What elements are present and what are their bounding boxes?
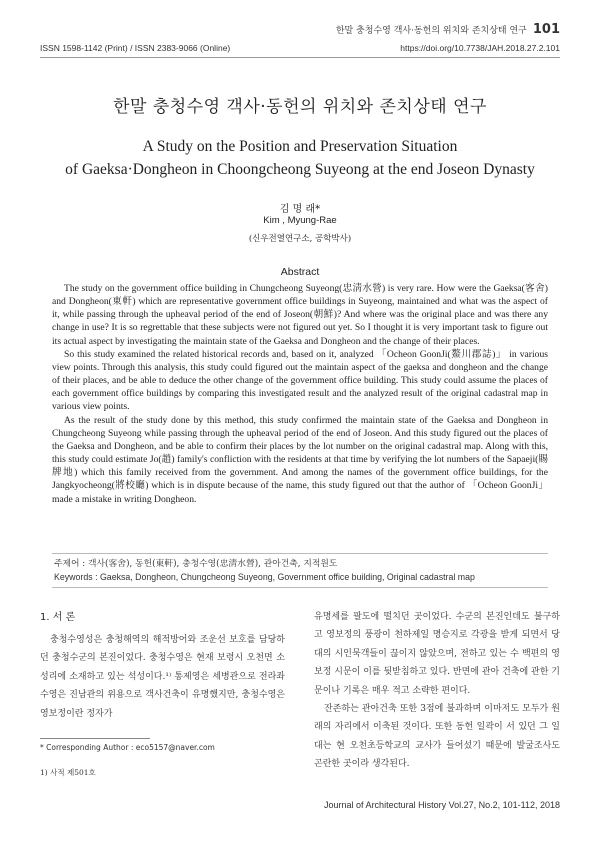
left-column [40,631,285,723]
running-head [336,22,560,37]
journal-footer: Journal of Architectural History Vol.27, No.2, 101-112, 2018 [324,800,560,810]
running-head-title: 한말 충청수영 객사·동헌의 위치와 존치상태 연구 [335,26,527,36]
abstract-paragraph: The study on the government office building in Chungcheong Suyeong(忠淸水營) is very rare. How were the Gaeksa(客舍) and Dongheon(東軒) which are representative government office buildings in Suyeong, maintained and what was the aspect of it, while passing through the upheaval period of the end of Joseon(朝鮮)? And where was the original place and was there any change in use? It is so regrettable that these subjects were not figured out yet. So I thought it is very important task to figure out its actual aspect by investigating the maintain state of the Gaeksa and Dongheon and the change of their places. [52,283,548,347]
footnote-divider [40,738,150,739]
header-divider [40,57,560,58]
issn: ISSN 1598-1142 (Print) / ISSN 2383-9066 (Online) [40,43,231,53]
keywords-english: Keywords : Gaeksa, Dongheon, Chungcheong Suyeong, Government office building, Original cadastral map [54,572,475,582]
author-korean: 김 명 래* [279,204,321,215]
footnote-corresponding-author: * Corresponding Author : eco5157@naver.com [40,743,215,752]
body-paragraph: 충청수영성은 충청해역의 해적방어와 조운선 보호를 담당하던 충청수군의 본진이었다. 충청수영은 현재 보령시 오천면 소성리에 소재하고 있는 석성이다.¹⁾ 통제영은 세병관으로 전라좌수영은 진남관의 위용으로 객사건축이 유명했지만, 충청수영은 영보정이란 정자가 [40,635,285,719]
footnote-1: 1) 사적 제501호 [40,768,96,777]
abstract-paragraph: As the result of the study done by this method, this study confirmed the maintain state of the Gaeksa and Dongheon in Chungcheong Suyeong while passing through the upheaval period of the end of Joseon. And this study figured out the places of the Gaeksa and Dongheon, and be able to confirm their places by the lot number on the original cadastral map. Along with this, this study could estimate Jo(趙) family's confliction with the residents at that time by verifying the lot numbers of the Sapaeji(賜牌地) which this family received from the government. And among the names of the government office buildings, for the Jangkyocheong(將校廳) which is in dispute because of the name, this study figured out that the author of 「Ocheon GoonJi」 made a mistake in writing Dongheon. [52,414,548,505]
keywords-bottom-rule [52,587,548,588]
body-paragraph: 잔존하는 관아건축 또한 3점에 불과하며 이마저도 모두가 원래의 자리에서 이축된 것이다. 또한 동헌 일곽이 서 있던 그 일대는 현 오천초등학교의 교사가 들어섰기 때문에 발굴조사도 곤란한 곳이라 생각된다. [314,704,560,770]
abstract-body [52,282,548,506]
abstract-paragraph: So this study examined the related historical records and, based on it, analyzed 「Ocheon GoonJi(鰲川郡誌)」 in various view points. Through this analysis, this study could figured out the maintain aspect of the gaeksa and dongheon and the change of their places, and be able to deduce the other change of the government office building. This study could assume the places of each government office buildings by comparing this investigated result and the analyzed result of the original cadastral map in various view points. [52,348,548,413]
title-english-line-1: A Study on the Position and Preservation Situation [142,138,458,155]
abstract-heading: Abstract [280,266,320,278]
right-column [314,608,560,774]
title-korean: 한말 충청수영 객사·동헌의 위치와 존치상태 연구 [113,97,487,117]
title-english [0,135,600,181]
section-heading: 1. 서 론 [40,612,76,623]
doi-link[interactable]: https://doi.org/10.7738/JAH.2018.27.2.101 [400,43,560,53]
author-english: Kim , Myung-Rae [263,215,337,226]
body-paragraph: 유명세를 팔도에 떨치던 곳이었다. 수군의 본진인데도 불구하고 영보정의 풍광이 천하제일 명승지로 각광을 받게 되면서 당대의 시인묵객들이 끊이지 않았으며, 전하고 있는 수 백편의 영보정 시문이 이를 뒷받침하고 있다. 반면에 관아 건축에 관한 기문이나 기록은 매우 적고 소략한 편이다. [314,612,560,696]
author-affiliation: (신우전열연구소, 공학박사) [248,234,352,244]
keywords-korean: 주제어 : 객사(客舍), 동헌(東軒), 충청수영(忠淸水營), 관아건축, 지적원도 [54,559,338,569]
keywords-top-rule [52,553,548,554]
issn-row [40,43,560,53]
page-number: 101 [532,22,560,37]
title-english-line-2: of Gaeksa·Dongheon in Choongcheong Suyeong at the end Joseon Dynasty [65,161,535,178]
